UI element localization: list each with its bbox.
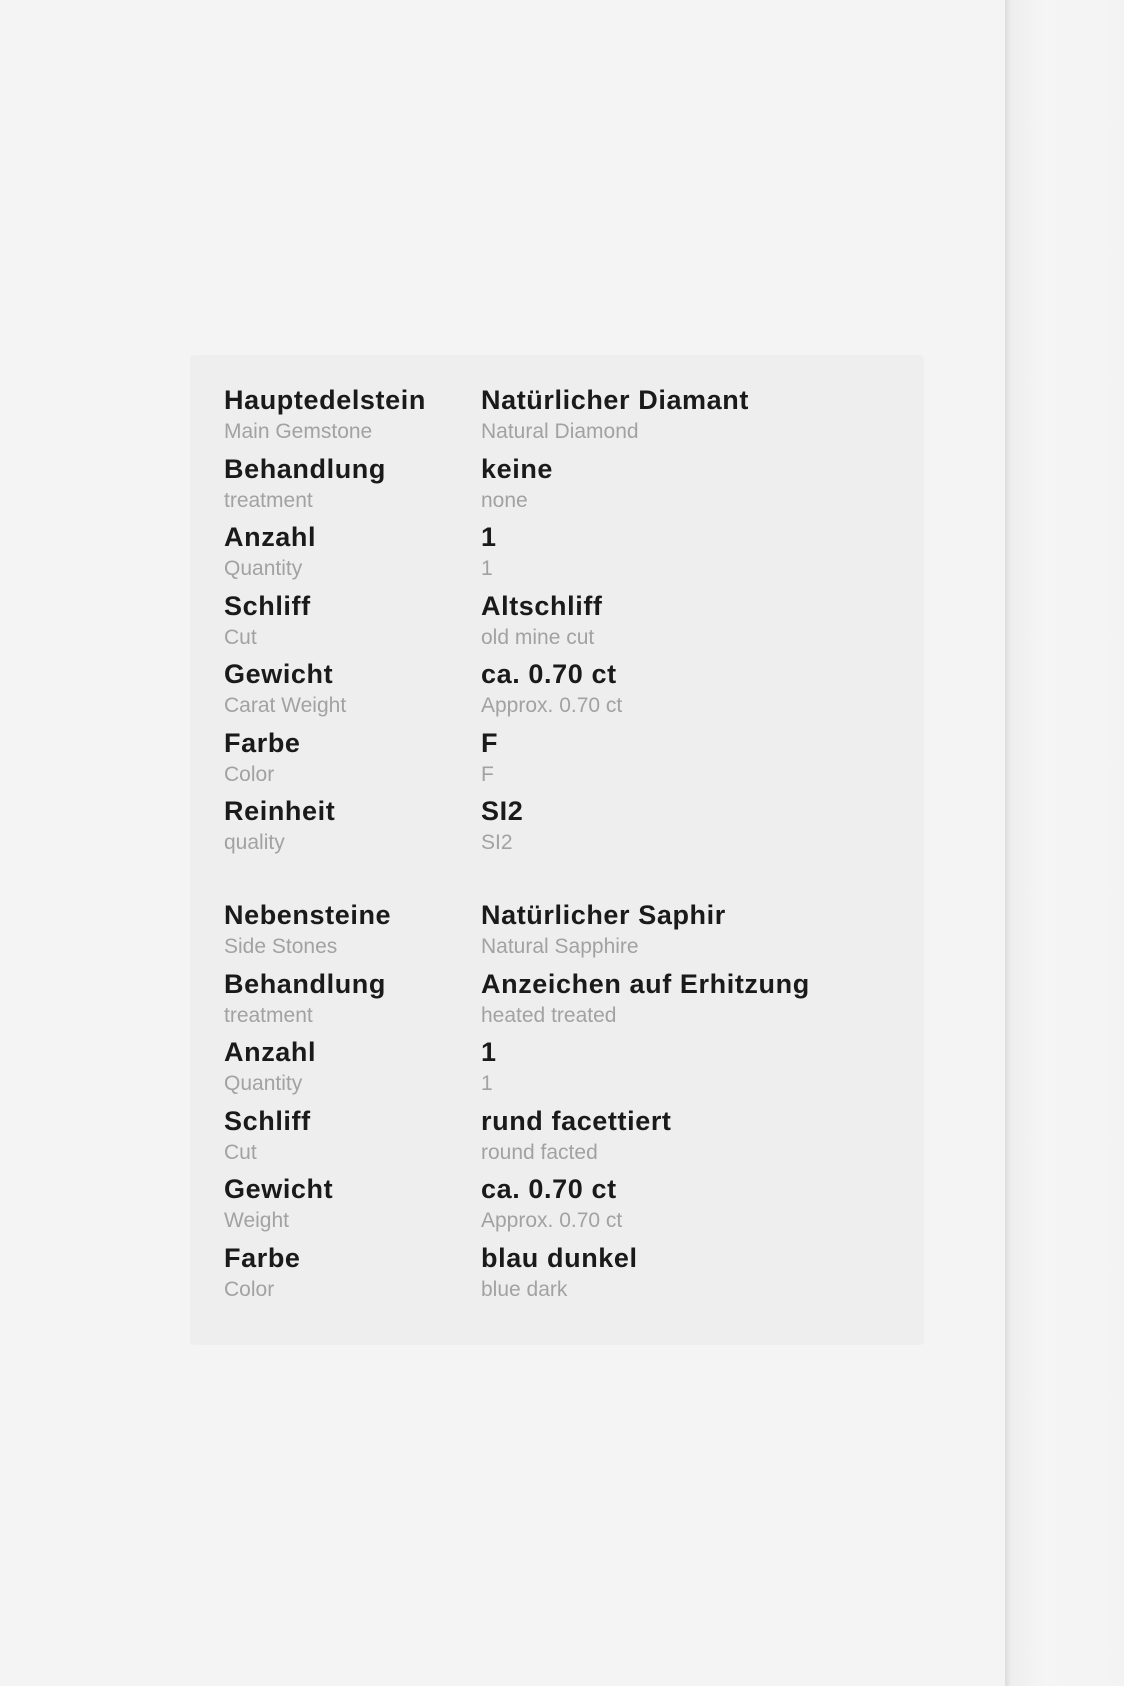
label-en: Quantity — [224, 557, 303, 580]
spec-row-main-gemstone — [224, 383, 904, 452]
value-de: SI2 — [481, 796, 524, 826]
label-de: Schliff — [224, 590, 311, 621]
value-de: 1 — [481, 1037, 497, 1067]
spec-row-treatment — [224, 967, 904, 1036]
spec-row-clarity — [224, 794, 904, 863]
page-edge-shadow — [1005, 0, 1124, 1686]
label-de: Farbe — [224, 727, 301, 758]
spec-row-weight — [224, 657, 904, 726]
gemstone-spec-card — [190, 355, 924, 1345]
value-en: F — [481, 762, 494, 786]
label-de: Anzahl — [224, 1037, 317, 1067]
spec-row-treatment — [224, 452, 904, 521]
label-en: Side Stones — [224, 935, 338, 958]
value-en: Approx. 0.70 ct — [481, 694, 623, 717]
value-en: Natural Sapphire — [481, 935, 639, 958]
value-de: Natürlicher Diamant — [481, 385, 749, 415]
label-en: Cut — [224, 625, 257, 649]
value-de: 1 — [481, 522, 497, 552]
value-en: round facted — [481, 1140, 598, 1164]
label-en: Color — [224, 762, 275, 786]
value-de: Anzeichen auf Erhitzung — [481, 968, 810, 999]
label-en: Color — [224, 1277, 275, 1301]
spec-row-cut — [224, 1104, 904, 1173]
label-en: Weight — [224, 1209, 289, 1232]
spec-row-quantity — [224, 520, 904, 589]
spec-row-side-stones — [224, 898, 904, 967]
value-de: ca. 0.70 ct — [481, 659, 617, 689]
value-en: Natural Diamond — [481, 420, 639, 443]
main-gemstone-section — [224, 383, 904, 863]
value-en: 1 — [481, 1072, 493, 1095]
label-de: Farbe — [224, 1242, 301, 1273]
label-de: Anzahl — [224, 522, 317, 552]
value-de: F — [481, 727, 499, 758]
side-stones-section — [224, 898, 904, 1309]
value-en: Approx. 0.70 ct — [481, 1209, 623, 1232]
label-de: Schliff — [224, 1105, 311, 1136]
value-en: none — [481, 488, 528, 512]
spec-row-quantity — [224, 1035, 904, 1104]
value-de: Natürlicher Saphir — [481, 900, 726, 930]
value-en: blue dark — [481, 1277, 568, 1301]
label-de: Gewicht — [224, 659, 334, 689]
label-de: Nebensteine — [224, 900, 392, 930]
value-de: ca. 0.70 ct — [481, 1174, 617, 1204]
label-de: Behandlung — [224, 968, 386, 999]
label-en: Quantity — [224, 1072, 303, 1095]
label-en: Carat Weight — [224, 694, 347, 717]
label-en: treatment — [224, 1003, 313, 1027]
spec-row-color — [224, 1241, 904, 1310]
value-en: heated treated — [481, 1003, 617, 1027]
label-en: Main Gemstone — [224, 420, 373, 443]
spec-row-cut — [224, 589, 904, 658]
label-de: Behandlung — [224, 453, 386, 484]
spec-row-color — [224, 726, 904, 795]
label-en: quality — [224, 831, 285, 854]
value-de: rund facettiert — [481, 1105, 672, 1136]
label-de: Gewicht — [224, 1174, 334, 1204]
value-en: old mine cut — [481, 625, 595, 649]
value-de: blau dunkel — [481, 1242, 638, 1273]
spec-row-weight — [224, 1172, 904, 1241]
label-en: Cut — [224, 1140, 257, 1164]
value-de: keine — [481, 453, 554, 484]
value-en: 1 — [481, 557, 493, 580]
label-en: treatment — [224, 488, 313, 512]
label-de: Hauptedelstein — [224, 385, 426, 415]
value-en: SI2 — [481, 831, 513, 854]
label-de: Reinheit — [224, 796, 336, 826]
value-de: Altschliff — [481, 590, 603, 621]
